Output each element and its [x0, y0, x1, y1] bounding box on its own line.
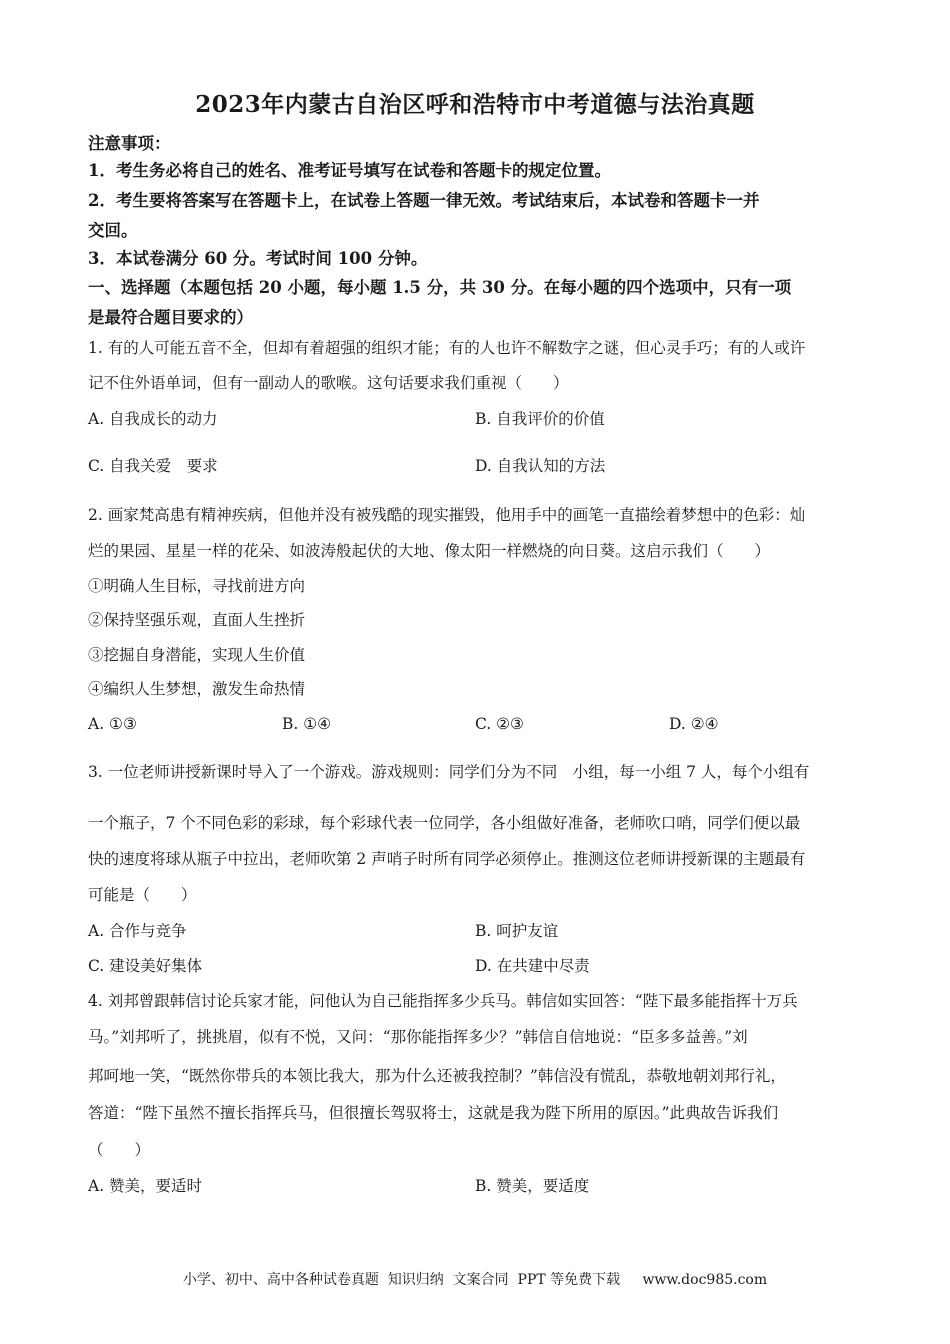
notice-heading: 注意事项： [88, 134, 171, 153]
question-2-text: 烂的果园、星星一样的花朵、如波涛般起伏的大地、像太阳一样燃烧的向日葵。这启示我们（ ） [88, 542, 771, 560]
q1-option-b: B. 自我评价的价值 [475, 410, 605, 428]
q2-statement: ②保持坚强乐观，直面人生挫折 [88, 611, 306, 629]
question-4-text: 邦呵地一笑，“既然你带兵的本领比我大，那为什么还被我控制？”韩信没有慌乱，恭敬地朝刘邦行礼， [88, 1067, 786, 1085]
question-3-text: 快的速度将球从瓶子中拉出，老师吹第 2 声哨子时所有同学必须停止。推测这位老师讲授新课的主题最有 [88, 850, 806, 868]
question-4-text: （ ） [88, 1141, 151, 1159]
question-1-text: 记不住外语单词，但有一副动人的歌喉。这句话要求我们重视（ ） [88, 374, 569, 392]
q2-option-d: D. ②④ [669, 715, 719, 733]
question-4-text: 4. 刘邦曾跟韩信讨论兵家才能，问他认为自己能指挥多少兵马。韩信如实回答：“陛下最多能指挥十万兵 [88, 992, 798, 1010]
q3-option-d: D. 在共建中尽责 [475, 957, 590, 975]
q3-option-a: A. 合作与竞争 [88, 922, 187, 940]
section-heading-cont: 是最符合题目要求的） [88, 308, 253, 327]
notice-item: 3．本试卷满分 60 分。考试时间 100 分钟。 [88, 249, 428, 268]
question-3-text: 3. 一位老师讲授新课时导入了一个游戏。游戏规则：同学们分为不同 小组，每一小组 7 人，每个小组有 [88, 763, 810, 781]
question-1-text: 1. 有的人可能五音不全，但却有着超强的组织才能；有的人也许不解数字之谜，但心灵手巧；有的人或许 [88, 339, 806, 357]
question-4-text: 马。”刘邦听了，挑挑眉，似有不悦，又问：“那你能指挥多少？”韩信自信地说：“臣多多益善。”刘 [88, 1028, 748, 1046]
q1-option-a: A. 自我成长的动力 [88, 410, 218, 428]
page-footer: 小学、初中、高中各种试卷真题 知识归纳 文案合同 PPT 等免费下载 www.doc985.com [182, 1272, 768, 1288]
q2-statement: ①明确人生目标，寻找前进方向 [88, 577, 306, 595]
q1-option-d: D. 自我认知的方法 [475, 457, 606, 475]
notice-item: 2．考生要将答案写在答题卡上，在试卷上答题一律无效。考试结束后，本试卷和答题卡一并 [88, 191, 760, 210]
q2-option-b: B. ①④ [282, 715, 332, 733]
q2-option-c: C. ②③ [475, 715, 524, 733]
page-title: 2023年内蒙古自治区呼和浩特市中考道德与法治真题 [195, 91, 755, 118]
q2-statement: ④编织人生梦想，激发生命热情 [88, 680, 306, 698]
question-2-text: 2. 画家梵高患有精神疾病，但他并没有被残酷的现实摧毁，他用手中的画笔一直描绘着梦想中的色彩：灿 [88, 506, 806, 524]
section-heading: 一、选择题（本题包括 20 小题，每小题 1.5 分，共 30 分。在每小题的四个选项中，只有一项 [88, 278, 792, 297]
q1-option-c: C. 自我关爱 要求 [88, 457, 218, 475]
q4-option-b: B. 赞美，要适度 [475, 1177, 590, 1195]
question-4-text: 答道：“陛下虽然不擅长指挥兵马，但很擅长驾驭将士，这就是我为陛下所用的原因。”此典故告诉我们 [88, 1104, 779, 1122]
q4-option-a: A. 赞美，要适时 [88, 1177, 203, 1195]
question-3-text: 一个瓶子，7 个不同色彩的彩球，每个彩球代表一位同学，各小组做好准备，老师吹口哨，同学们便以最 [88, 814, 801, 832]
q2-option-a: A. ①③ [88, 715, 137, 733]
q3-option-c: C. 建设美好集体 [88, 957, 203, 975]
question-3-text: 可能是（ ） [88, 886, 197, 904]
q3-option-b: B. 呵护友谊 [475, 922, 559, 940]
q2-statement: ③挖掘自身潜能，实现人生价值 [88, 646, 306, 664]
notice-item: 1．考生务必将自己的姓名、准考证号填写在试卷和答题卡的规定位置。 [88, 161, 611, 180]
notice-item: 交回。 [88, 221, 138, 240]
